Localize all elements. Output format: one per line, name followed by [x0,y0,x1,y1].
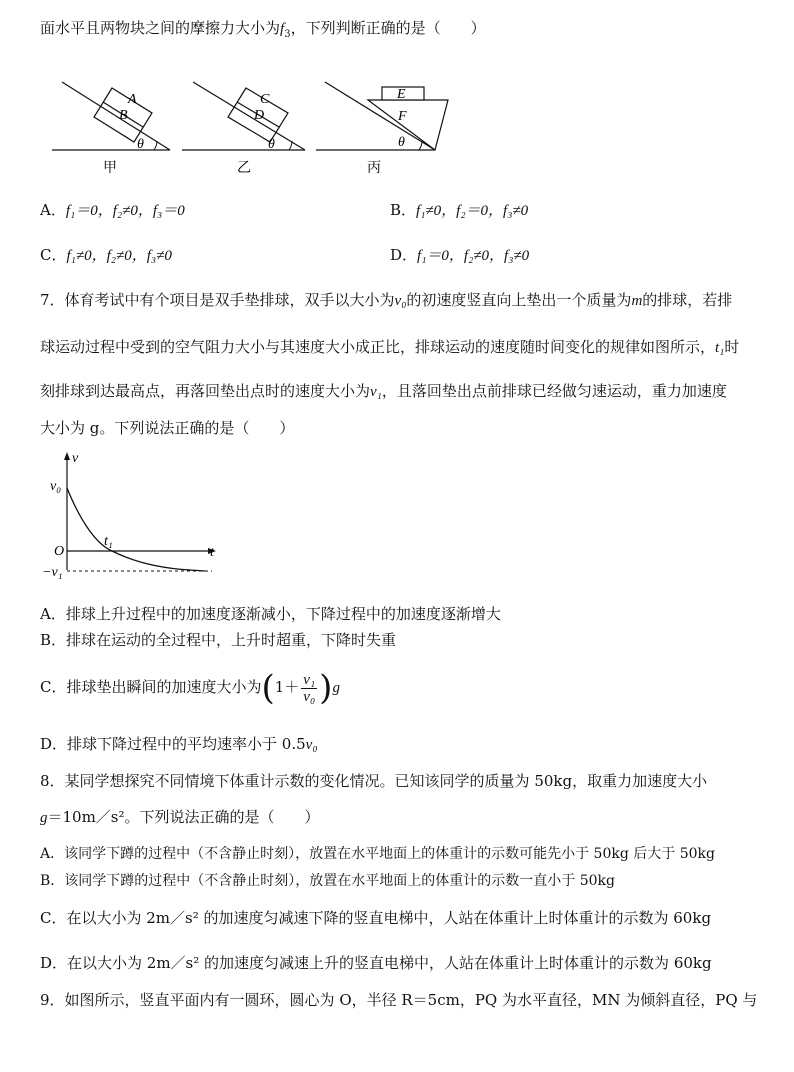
label-B: B [119,108,128,123]
q8-stem-line1: 8．某同学想探究不同情境下体重计示数的变化情况。已知该同学的质量为 50kg，取重力加速度大小 [40,772,708,790]
label-A: A [128,92,137,107]
q6-option-d: D．f₁＝0，f₂≠0，f₃≠0 [390,246,530,264]
q7-option-d: D．排球下降过程中的平均速率小于 0.5v₀ [40,735,318,753]
q8-option-d: D．在以大小为 2m／s² 的加速度匀减速上升的竖直电梯中，人站在体重计上时体重计的示数为 60kg [40,954,712,972]
label-theta-yi: θ [268,137,275,152]
graph-label-v: v [72,451,79,466]
figure-bing [316,82,448,176]
q6-tail: ，下列判断正确的是（ ） [290,19,486,37]
q7-stem-line3: 刻排球到达最高点，再落回垫出点时的速度大小为v₁，且落回垫出点前排球已经做匀速运动，重力加速度 [40,382,727,400]
fraction-v1-v0: $\frac{\text{v₁}}{\text{v₀}}$ [303,671,316,705]
graph-label-t: t [210,545,214,560]
caption-yi: 乙 [237,160,251,176]
label-theta-jia: θ [137,137,144,152]
q9-stem-line1: 9．如图所示，竖直平面内有一圆环，圆心为 O，半径 R＝5cm，PQ 为水平直径，MN 为倾斜直径，PQ 与 [40,991,758,1009]
q8-stem-line2: g＝10m／s²。下列说法正确的是（ ） [40,808,320,826]
q6-option-a: A．f₁＝0，f₂≠0，f₃＝0 [40,201,185,219]
caption-jia: 甲 [103,160,117,176]
label-F: F [398,109,407,124]
graph-label-origin: O [54,544,65,559]
q7-stem-line1: 7．体育考试中有个项目是双手垫排球，双手以大小为v₀的初速度竖直向上垫出一个质量为m的排球，若排 [40,291,733,309]
q8-option-c: C．在以大小为 2m／s² 的加速度匀减速下降的竖直电梯中，人站在体重计上时体重计的示数为 60kg [40,909,712,927]
q6-option-b: B．f₁≠0，f₂＝0，f₃≠0 [390,201,529,219]
q8-option-a: A．该同学下蹲的过程中（不含静止时刻），放置在水平地面上的体重计的示数可能先小于 50kg 后大于 50kg [40,846,715,862]
q6-f3-sub: 3 [284,29,291,40]
q7-vt-graph [30,450,230,590]
q6-option-c: C．f₁≠0，f₂≠0，f₃≠0 [40,246,172,264]
label-D: D [254,108,265,123]
graph-label-v0: v₀ [50,479,62,494]
q7-stem-line4: 大小为 g。下列说法正确的是（ ） [40,419,295,437]
label-E: E [397,87,406,102]
graph-label-t1: t₁ [104,534,113,549]
figure-yi [182,82,305,176]
q7-option-b: B．排球在运动的全过程中，上升时超重，下降时失重 [40,631,397,649]
q6-f3: f [280,21,285,37]
caption-bing: 丙 [367,160,381,176]
q6-intro: 面水平且两物块之间的摩擦力大小为 [40,19,281,37]
q7-stem-line2: 球运动过程中受到的空气阻力大小与其速度大小成正比，排球运动的速度随时间变化的规律如图所示，t₁时 [40,338,740,356]
label-C: C [260,92,270,107]
q7-option-c: C．排球垫出瞬间的加速度大小为(1＋ $\frac{\text{v₁}}{\text{v₀}}$ )g [40,668,340,708]
label-theta-bing: θ [398,135,405,150]
figure-jia [52,82,170,176]
graph-label-neg-v1: −v₁ [42,565,63,580]
q6-stem [40,18,486,45]
q8-option-b: B．该同学下蹲的过程中（不含静止时刻），放置在水平地面上的体重计的示数一直小于 50kg [40,873,615,889]
q7-option-a: A．排球上升过程中的加速度逐渐减小，下降过程中的加速度逐渐增大 [40,605,501,623]
